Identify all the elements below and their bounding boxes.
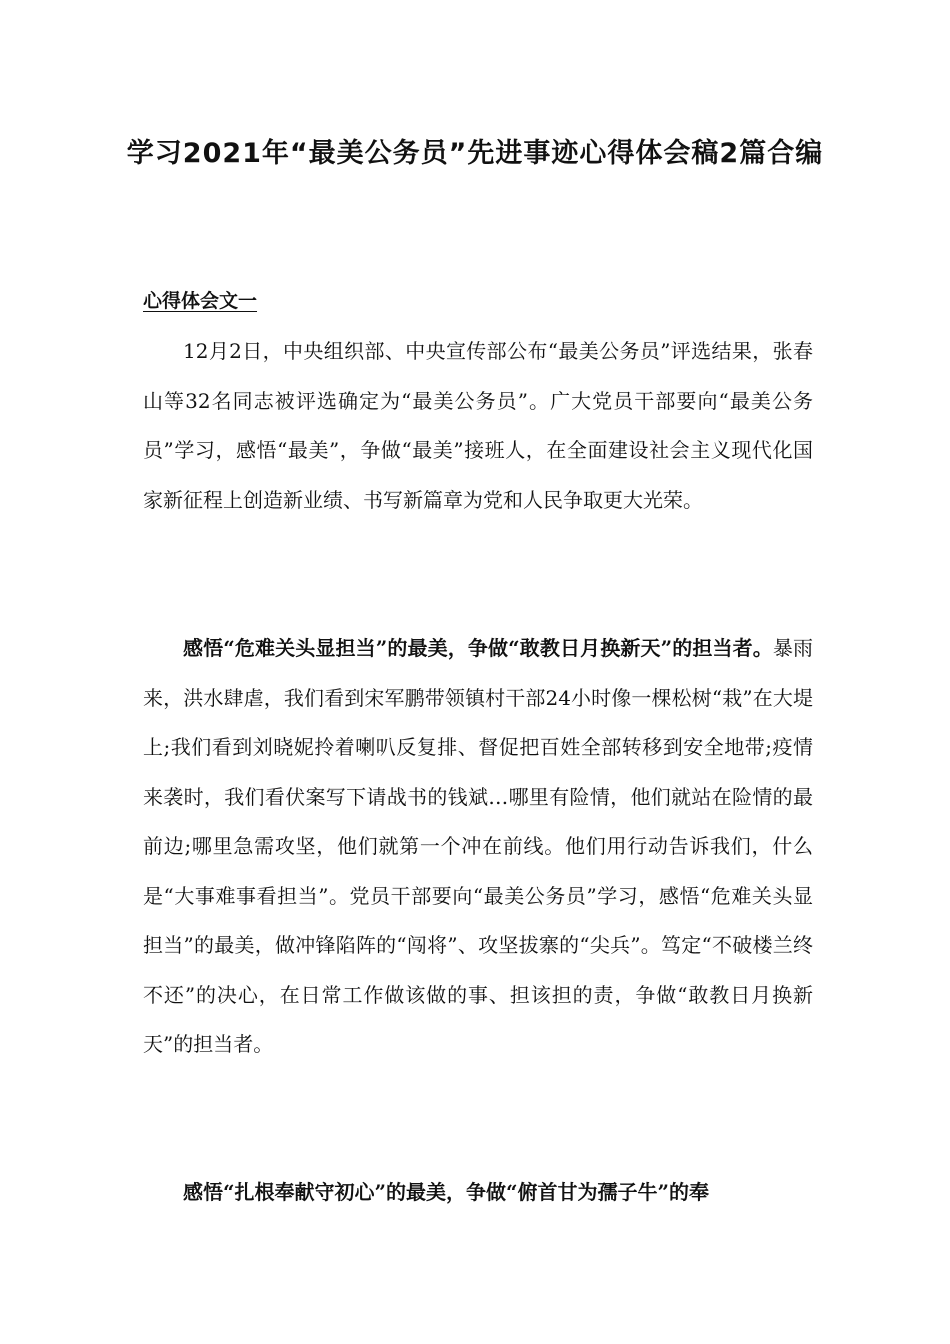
paragraph-1: 12月2日，中央组织部、中央宣传部公布“最美公务员”评选结果，张春山等32名同志被评选确定为“最美公务员”。广大党员干部要向“最美公务员”学习，感悟“最美”，争做“最美”接班人，在全面建设社会主义现代化国家新征程上创造新业绩、书写新篇章为党和人民争取更大光荣。	[143, 339, 813, 512]
paragraph-2	[143, 624, 813, 1070]
paragraph-3	[143, 1168, 813, 1218]
paragraph-2-body: 暴雨来，洪水肆虐，我们看到宋军鹏带领镇村干部24小时像一棵松树“栽”在大堤上;我们看到刘晓妮拎着喇叭反复排、督促把百姓全部转移到安全地带;疫情来袭时，我们看伏案写下请战书的钱斌…哪里有险情，他们就站在险情的最前边;哪里急需攻坚，他们就第一个冲在前线。他们用行动告诉我们，什么是“大事难事看担当”。党员干部要向“最美公务员”学习，感悟“危难关头显担当”的最美，做冲锋陷阵的“闯将”、攻坚拔寨的“尖兵”。笃定“不破楼兰终不还”的决心，在日常工作做该做的事、担该担的责，争做“敢教日月换新天”的担当者。	[143, 636, 814, 1056]
paragraph-3-lead: 感悟“扎根奉献守初心”的最美，争做“俯首甘为孺子牛”的奉	[183, 1180, 710, 1204]
section-heading: 心得体会文一	[143, 290, 258, 312]
document-title: 学习2021年“最美公务员”先进事迹心得体会稿2篇合编	[126, 138, 824, 169]
paragraph-2-lead: 感悟“危难关头显担当”的最美，争做“敢教日月换新天”的担当者。	[183, 636, 773, 660]
